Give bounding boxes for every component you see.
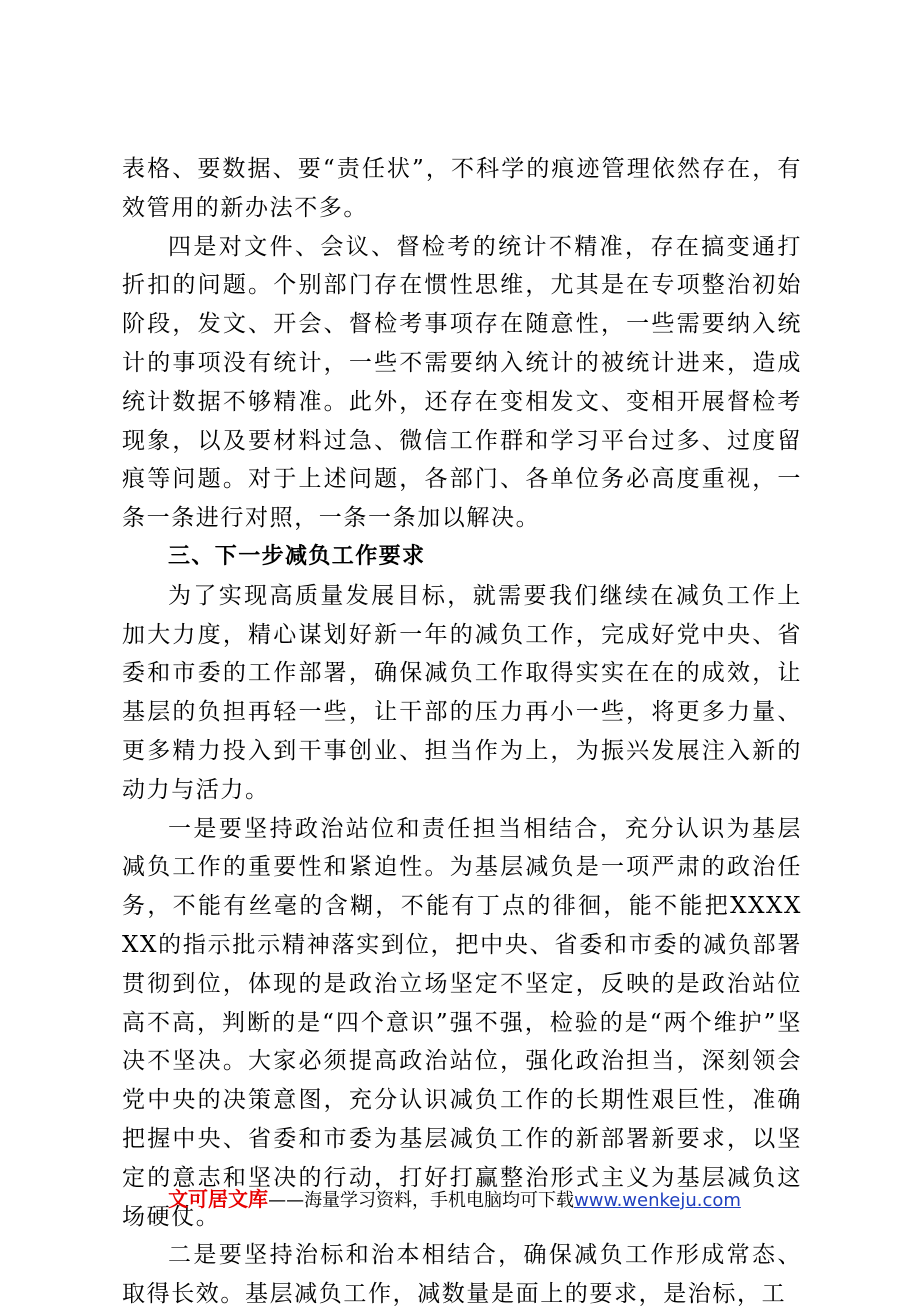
paragraph-intro: 为了实现高质量发展目标，就需要我们继续在减负工作上加大力度，精心谋划好新一年的减负工作，完成好党中央、省委和市委的工作部署，确保减负工作取得实实在在的成效，让基层的负担再轻一些，让干部的压力再小一些，将更多力量、更多精力投入到干事创业、担当作为上，为振兴发展注入新的动力与活力。 [122, 582, 802, 803]
footer-banner [0, 1183, 909, 1212]
document-body [122, 150, 802, 1314]
paragraph-continuation: 表格、要数据、要“责任状”，不科学的痕迹管理依然存在，有效管用的新办法不多。 [122, 156, 802, 221]
footer-site-link[interactable]: www.wenkeju.com [574, 1190, 741, 1211]
paragraph-two: 二是要坚持治标和治本相结合，确保减负工作形成常态、取得长效。基层减负工作，减数量是面上的要求，是治标，工 [122, 1242, 802, 1308]
section-heading: 三、下一步减负工作要求 [168, 543, 426, 569]
paragraph-one: 一是要坚持政治站位和责任担当相结合，充分认识为基层减负工作的重要性和紧迫性。为基层减负是一项严肃的政治任务，不能有丝毫的含糊，不能有丁点的徘徊，能不能把XXXXXX的指示批示精神落实到位，把中央、省委和市委的减负部署贯彻到位，体现的是政治立场坚定不坚定，反映的是政治站位高不高，判断的是“四个意识”强不强，检验的是“两个维护”坚决不坚决。大家必须提高政治站位，强化政治担当，深刻领会党中央的决策意图，充分认识减负工作的长期性艰巨性，准确把握中央、省委和市委为基层减负工作的新部署新要求，以坚定的意志和坚决的行动，打好打赢整治形式主义为基层减负这场硬仗。 [122, 815, 802, 1230]
footer-brand: 文可居文库 [168, 1187, 269, 1211]
footer-slogan: ——海量学习资料，手机电脑均可下载 [268, 1190, 575, 1211]
paragraph-four: 四是对文件、会议、督检考的统计不精准，存在搞变通打折扣的问题。个别部门存在惯性思维，尤其是在专项整治初始阶段，发文、开会、督检考事项存在随意性，一些需要纳入统计的事项没有统计，一些不需要纳入统计的被统计进来，造成统计数据不够精准。此外，还存在变相发文、变相开展督检考现象，以及要材料过急、微信工作群和学习平台过多、过度留痕等问题。对于上述问题，各部门、各单位务必高度重视，一条一条进行对照，一条一条加以解决。 [122, 233, 802, 532]
